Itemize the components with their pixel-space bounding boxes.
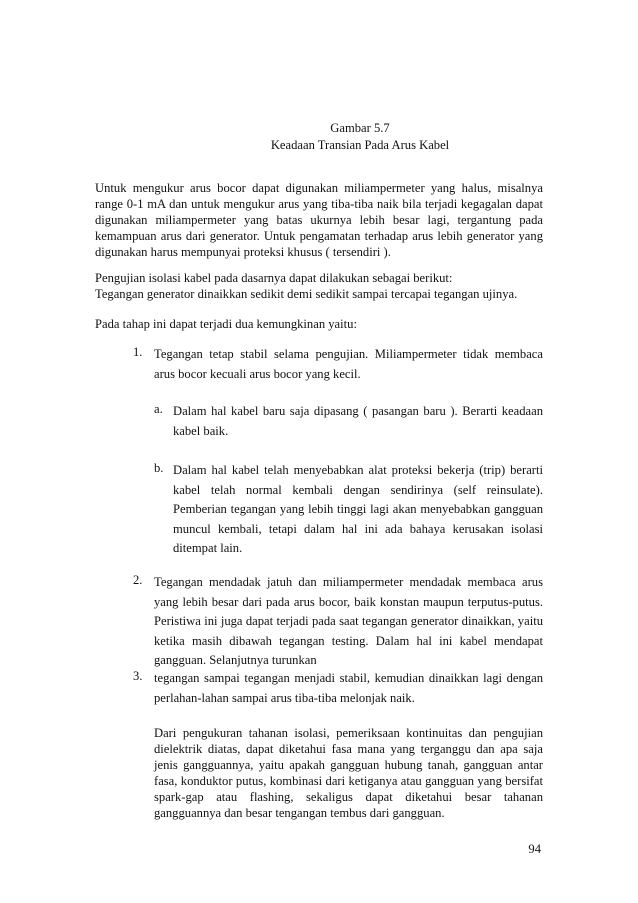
figure-number: Gambar 5.7 bbox=[330, 121, 390, 135]
closing-paragraph: Dari pengukuran tahanan isolasi, pemeriksaan kontinuitas dan pengujian dielektrik diatas, dapat diketahui fasa mana yang terganggu dan apa saja jenis gangguannya, yaitu apakah gangguan hubung tanah, gangguan antar fasa, konduktor putus, kombinasi dari ketiganya atau gangguan yang bersifat spark-gap atau flashing, sekaligus dapat diketahui besar tahanan gangguannya dan besar tengangan tembus dari gangguan. bbox=[154, 726, 543, 820]
testing-line-2: Tegangan generator dinaikkan sedikit demi sedikit sampai tercapai tegangan ujinya. bbox=[95, 287, 518, 301]
list-marker-3: 3. bbox=[133, 669, 143, 683]
figure-title: Keadaan Transian Pada Arus Kabel bbox=[270, 138, 450, 152]
list-item-1: Tegangan tetap stabil selama pengujian. Miliampermeter tidak membaca arus bocor kecuali arus bocor yang kecil. bbox=[154, 347, 543, 381]
list-marker-1b: b. bbox=[154, 461, 164, 475]
list-marker-1a: a. bbox=[154, 402, 163, 416]
list-marker-2: 2. bbox=[133, 573, 143, 587]
possibilities-intro: Pada tahap ini dapat terjadi dua kemungkinan yaitu: bbox=[95, 317, 357, 331]
list-item-2: Tegangan mendadak jatuh dan miliampermeter mendadak membaca arus yang lebih besar dari pada arus bocor, baik konstan maupun terputus-putus. Peristiwa ini juga dapat terjadi pada saat tegangan generator dinaikkan, yaitu ketika masih dibawah tegangan testing. Dalam hal ini kabel mendapat gangguan. Selanjutnya turunkan bbox=[154, 575, 543, 667]
intro-paragraph: Untuk mengukur arus bocor dapat digunakan miliampermeter yang halus, misalnya range 0-1 mA dan untuk mengukur arus yang tiba-tiba naik bila terjadi kegagalan dapat digunakan miliampermeter yang batas ukurnya lebih besar lagi, tergantung pada kemampuan arus dari generator. Untuk pengamatan terhadap arus lebih generator yang digunakan harus mempunyai proteksi khusus ( tersendiri ). bbox=[95, 181, 543, 259]
testing-line-1: Pengujian isolasi kabel pada dasarnya dapat dilakukan sebagai berikut: bbox=[95, 271, 453, 285]
list-item-1b: Dalam hal kabel telah menyebabkan alat proteksi bekerja (trip) berarti kabel telah normal kembali dengan sendirinya (self reinsulate). Pemberian tegangan yang lebih tinggi lagi akan menyebabkan gangguan muncul kembali, tetapi dalam hal ini ada bahaya kerusakan isolasi ditempat lain. bbox=[173, 463, 543, 555]
list-item-3: tegangan sampai tegangan menjadi stabil, kemudian dinaikkan lagi dengan perlahan-lahan sampai arus tiba-tiba melonjak naik. bbox=[154, 671, 543, 705]
list-marker-1: 1. bbox=[133, 345, 143, 359]
page-number: 94 bbox=[528, 842, 541, 856]
list-item-1a: Dalam hal kabel baru saja dipasang ( pasangan baru ). Berarti keadaan kabel baik. bbox=[173, 404, 543, 438]
